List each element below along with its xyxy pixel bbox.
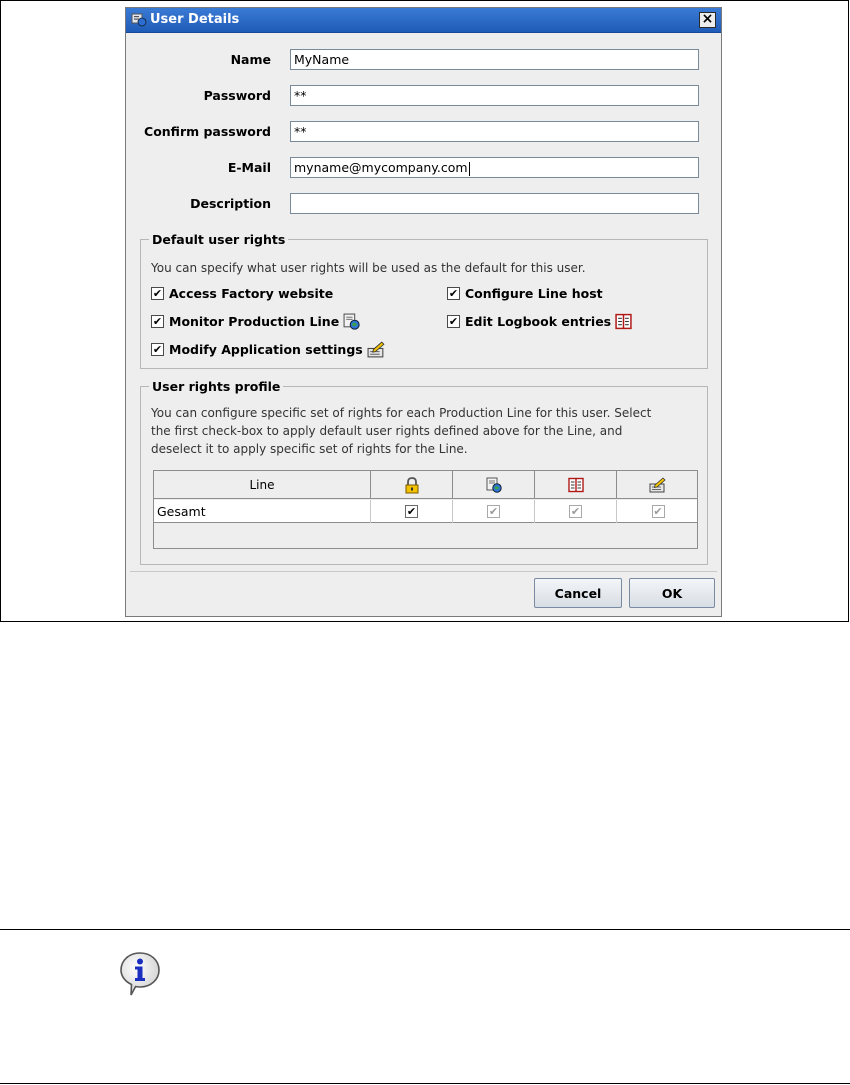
info-icon bbox=[119, 951, 161, 997]
confirm-password-field[interactable]: ** bbox=[290, 121, 699, 142]
default-rights-description: You can specify what user rights will be used as the default for this user. bbox=[151, 261, 586, 275]
note-top-rule bbox=[0, 929, 850, 930]
confirm-password-label: Confirm password bbox=[144, 124, 271, 139]
password-label: Password bbox=[203, 88, 271, 103]
monitor-production-checkbox[interactable] bbox=[151, 313, 360, 330]
dialog-title: User Details bbox=[150, 12, 240, 27]
edit-logbook-checkbox[interactable] bbox=[447, 313, 632, 330]
logbook-icon bbox=[615, 313, 632, 330]
column-header-logbook[interactable] bbox=[535, 471, 617, 499]
logbook-icon bbox=[568, 477, 584, 493]
checkbox-label: Modify Application settings bbox=[169, 342, 363, 357]
access-factory-checkbox[interactable] bbox=[151, 286, 333, 301]
footer-separator bbox=[130, 571, 717, 572]
settings-edit-icon bbox=[649, 477, 667, 493]
app-icon bbox=[131, 12, 147, 28]
settings-cell bbox=[617, 500, 699, 523]
note-bottom-rule bbox=[0, 1083, 850, 1084]
name-label: Name bbox=[230, 52, 271, 67]
email-label: E-Mail bbox=[227, 160, 271, 175]
lock-icon bbox=[404, 477, 420, 494]
email-field[interactable] bbox=[290, 157, 699, 178]
column-header-monitor[interactable] bbox=[453, 471, 535, 499]
text-caret bbox=[469, 162, 470, 176]
rights-profile-title: User rights profile bbox=[149, 379, 283, 394]
monitor-checkbox[interactable]: ✔ bbox=[488, 505, 499, 518]
table-row[interactable] bbox=[154, 500, 697, 523]
default-rights-title: Default user rights bbox=[149, 232, 288, 247]
description-label: Description bbox=[190, 196, 271, 211]
column-header-default[interactable] bbox=[371, 471, 453, 499]
profile-description-line3: deselect it to apply specific set of rights for the Line. bbox=[151, 442, 468, 456]
title-bar[interactable] bbox=[126, 8, 721, 33]
table-header bbox=[154, 471, 697, 499]
checkbox-label: Monitor Production Line bbox=[169, 314, 340, 329]
checkbox-box: ✔ bbox=[152, 343, 163, 356]
settings-checkbox[interactable]: ✔ bbox=[653, 505, 663, 518]
rights-profile-group bbox=[140, 379, 708, 565]
description-field[interactable] bbox=[290, 193, 699, 214]
column-header-settings[interactable] bbox=[617, 471, 699, 499]
checkbox-box: ✔ bbox=[152, 315, 163, 328]
configure-line-host-checkbox[interactable] bbox=[447, 286, 603, 301]
checkbox-label: Access Factory website bbox=[169, 286, 334, 301]
rights-table bbox=[153, 470, 698, 549]
default-rights-cell bbox=[371, 500, 453, 523]
line-name-cell: Gesamt bbox=[154, 500, 371, 523]
name-field[interactable]: MyName bbox=[290, 49, 699, 70]
monitor-cell bbox=[453, 500, 535, 523]
modify-settings-checkbox[interactable] bbox=[151, 341, 386, 358]
cancel-button[interactable]: Cancel bbox=[534, 578, 622, 608]
password-field[interactable]: ** bbox=[290, 85, 699, 106]
ok-button[interactable]: OK bbox=[629, 578, 715, 608]
default-rights-group bbox=[140, 232, 708, 369]
checkbox-label: Edit Logbook entries bbox=[465, 314, 612, 329]
user-details-dialog bbox=[125, 7, 722, 617]
profile-description-line2: the first check-box to apply default user rights defined above for the Line, and bbox=[151, 424, 623, 438]
column-header-line[interactable]: Line bbox=[154, 471, 371, 499]
checkbox-box: ✔ bbox=[152, 287, 163, 300]
email-value: myname@mycompany.com bbox=[294, 160, 468, 175]
checkbox-label: Configure Line host bbox=[465, 286, 603, 301]
checkbox-box: ✔ bbox=[448, 287, 459, 300]
checkbox-box: ✔ bbox=[448, 315, 459, 328]
settings-edit-icon bbox=[367, 341, 386, 358]
dialog-content bbox=[130, 34, 717, 569]
close-button[interactable]: × bbox=[699, 12, 716, 28]
profile-description-line1: You can configure specific set of rights for each Production Line for this user. Select bbox=[151, 406, 652, 420]
logbook-checkbox[interactable]: ✔ bbox=[570, 505, 581, 518]
default-rights-checkbox[interactable]: ✔ bbox=[406, 505, 417, 518]
monitor-globe-icon bbox=[486, 477, 502, 493]
logbook-cell bbox=[535, 500, 617, 523]
monitor-globe-icon bbox=[343, 313, 360, 330]
